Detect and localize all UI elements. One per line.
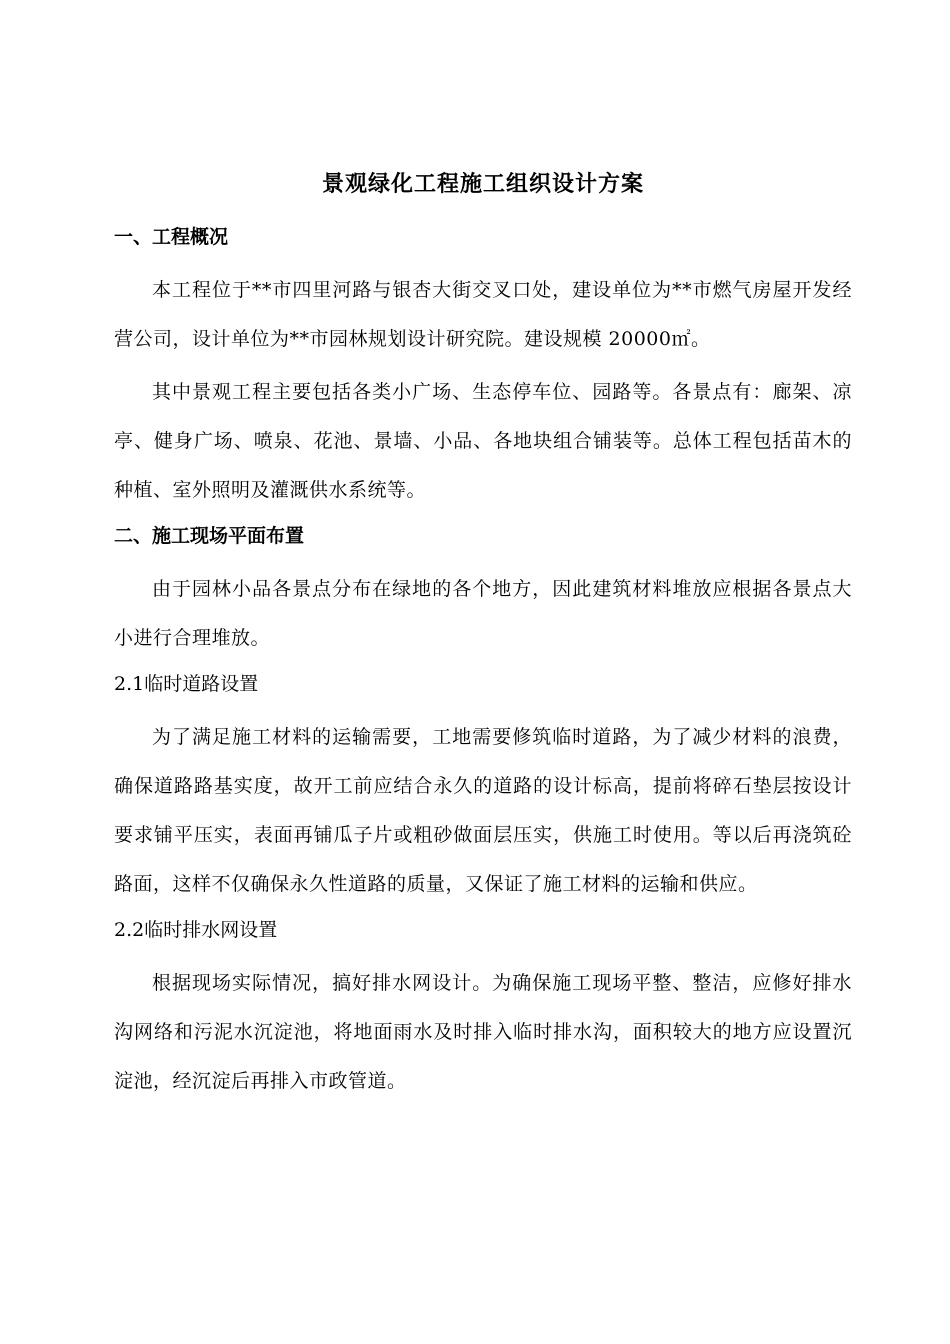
paragraph-overview-location: 本工程位于**市四里河路与银杏大街交叉口处，建设单位为**市燃气房屋开发经营公司，设计单位为**市园林规划设计研究院。建设规模 20000㎡。 xyxy=(114,279,852,350)
section-heading-overview: 一、工程概况 xyxy=(114,226,229,248)
paragraph-temporary-drainage: 根据现场实际情况，搞好排水网设计。为确保施工现场平整、整洁，应修好排水沟网络和污泥水沉淀池，将地面雨水及时排入临时排水沟，面积较大的地方应设置沉淀池，经沉淀后再排入市政管道。 xyxy=(114,972,852,1092)
document-title: 景观绿化工程施工组织设计方案 xyxy=(321,172,644,197)
sub-heading-temporary-road: 2.1临时道路设置 xyxy=(114,673,259,695)
sub-heading-temporary-drainage: 2.2临时排水网设置 xyxy=(114,919,278,941)
document-page xyxy=(114,170,852,1106)
paragraph-temporary-road: 为了满足施工材料的运输需要，工地需要修筑临时道路，为了减少材料的浪费，确保道路路基实度，故开工前应结合永久的道路的设计标高，提前将碎石垫层按设计要求铺平压实，表面再铺瓜子片或粗砂做面层压实，供施工时使用。等以后再浇筑砼路面，这样不仅确保永久性道路的质量，又保证了施工材料的运输和供应。 xyxy=(114,726,852,895)
section-heading-site-layout: 二、施工现场平面布置 xyxy=(114,525,305,547)
paragraph-overview-scope: 其中景观工程主要包括各类小广场、生态停车位、园路等。各景点有：廊架、凉亭、健身广场、喷泉、花池、景墙、小品、各地块组合铺装等。总体工程包括苗木的种植、室外照明及灌溉供水系统等。 xyxy=(114,381,852,501)
paragraph-site-layout: 由于园林小品各景点分布在绿地的各个地方，因此建筑材料堆放应根据各景点大小进行合理堆放。 xyxy=(114,578,852,649)
